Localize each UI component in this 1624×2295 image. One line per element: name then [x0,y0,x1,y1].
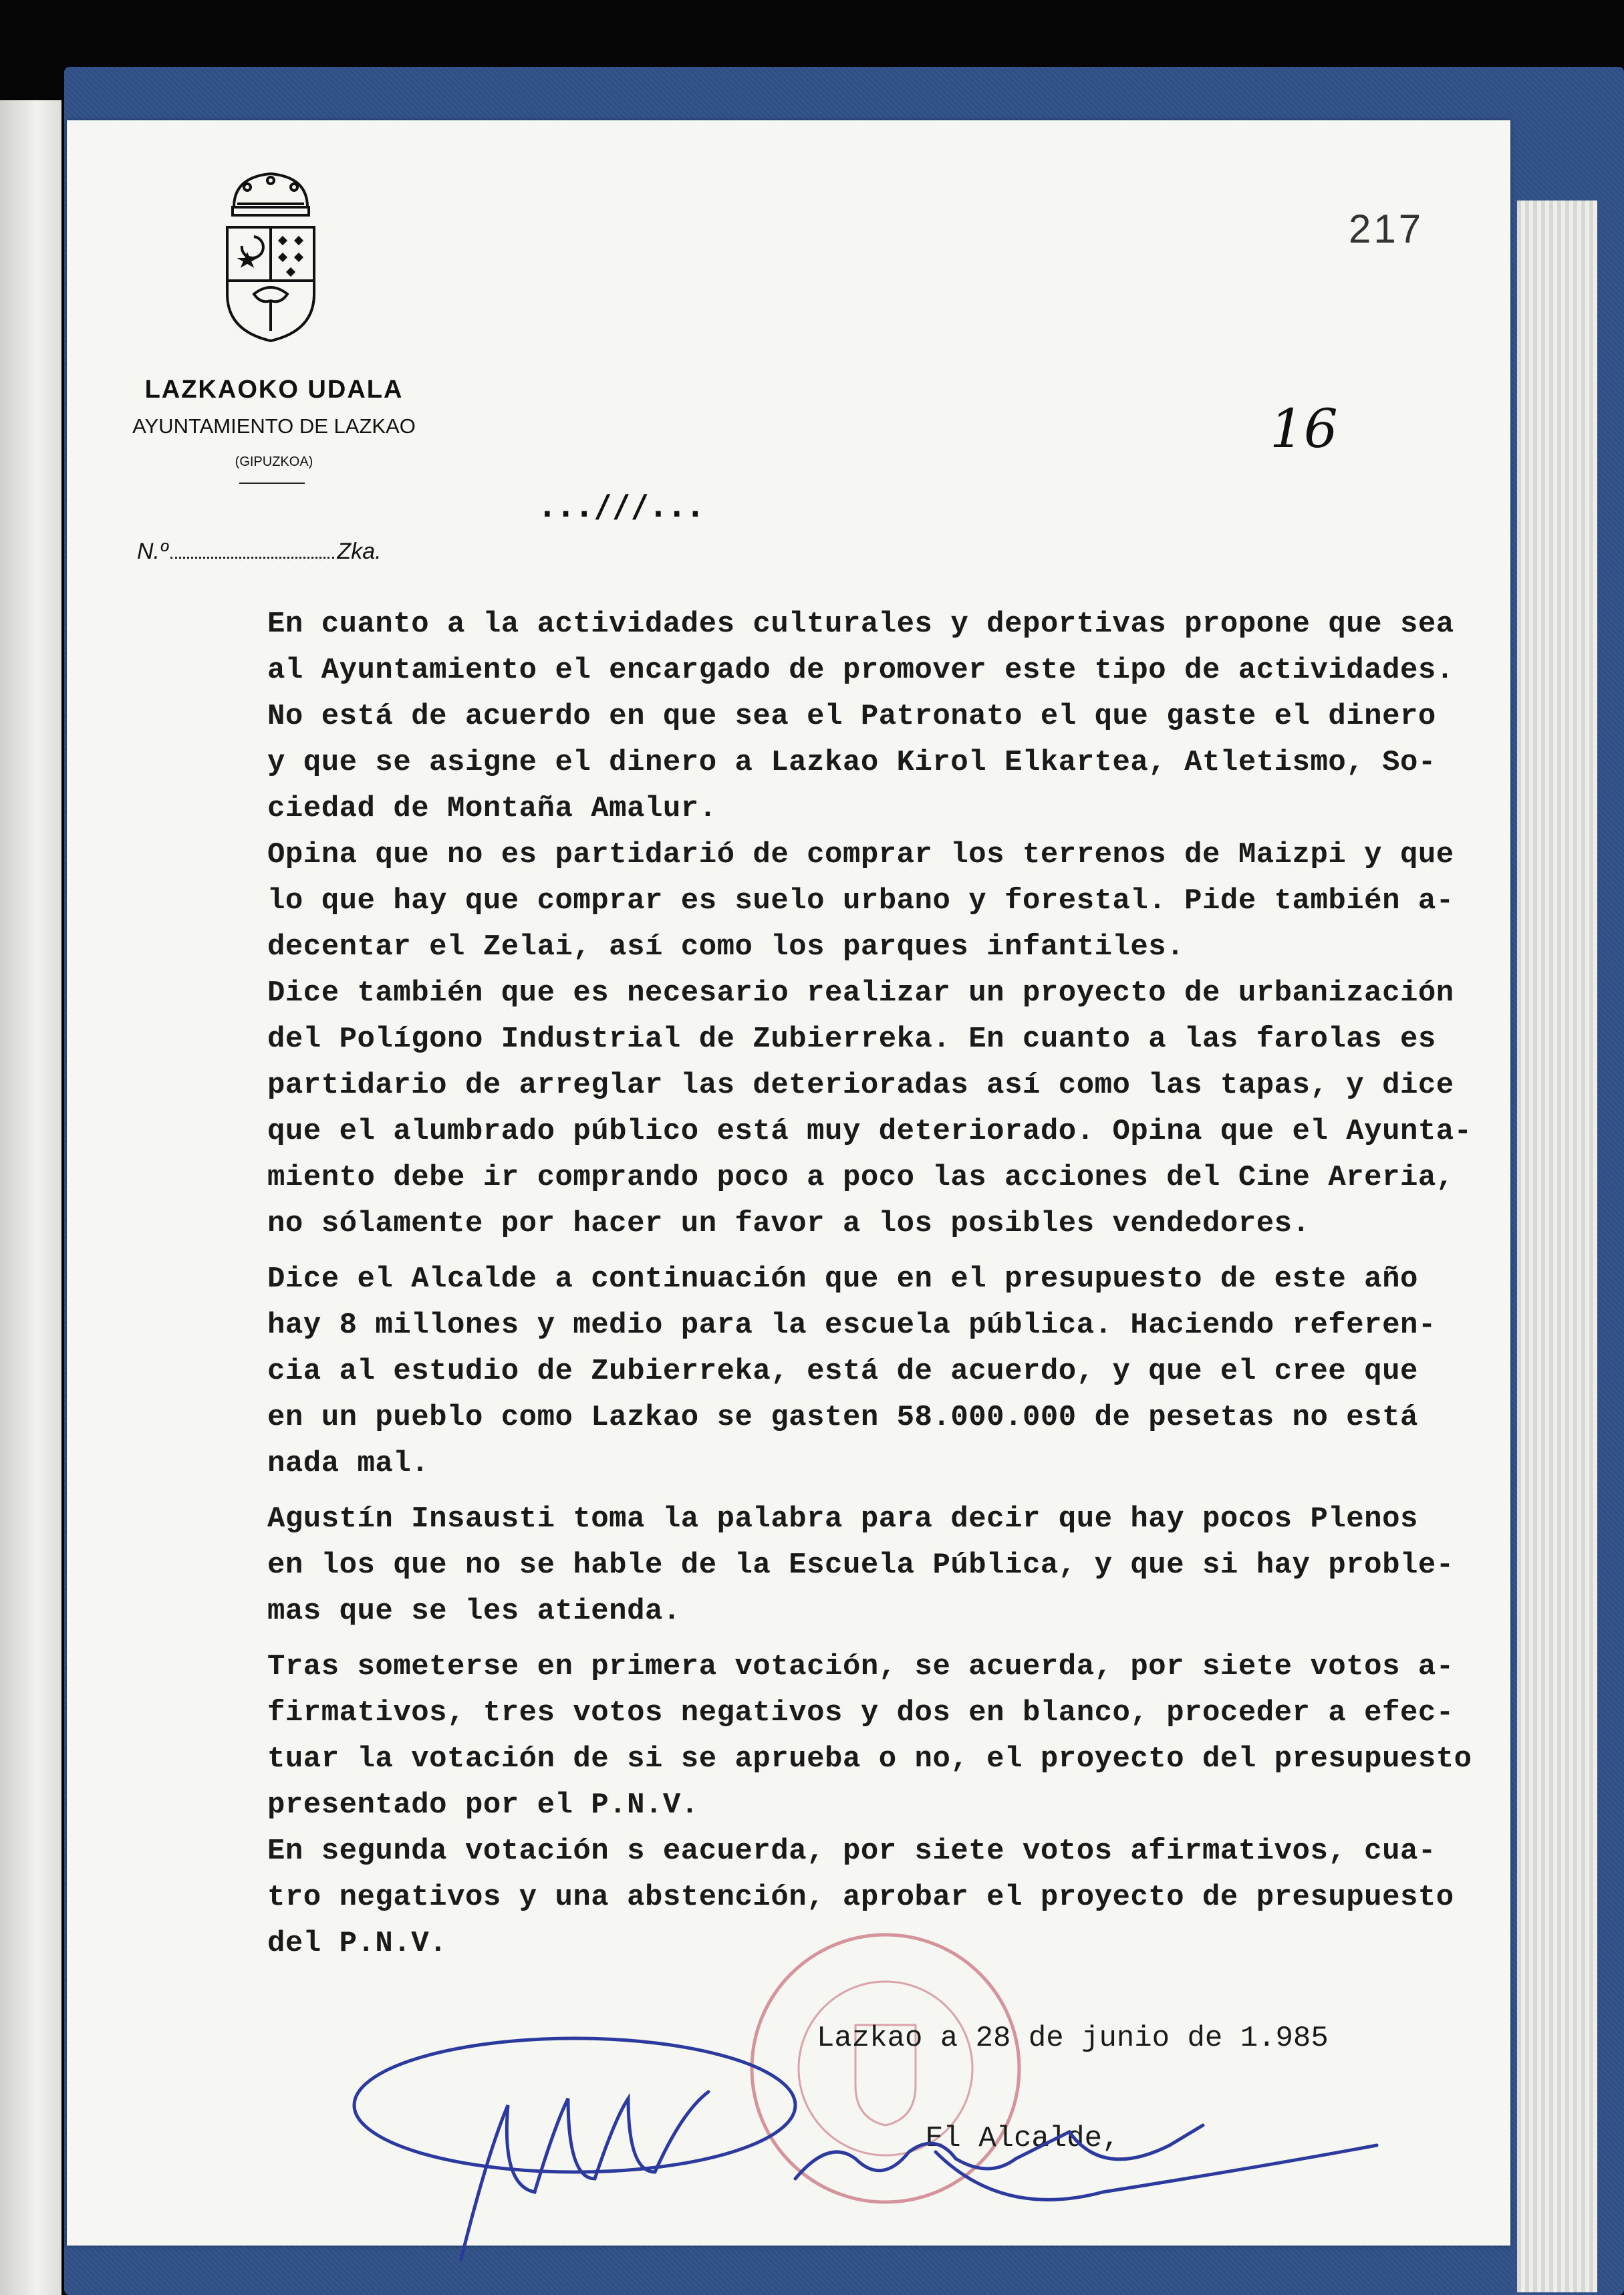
page-stack-edge [1517,200,1597,2292]
paragraph [267,1644,1497,1967]
letterhead-title: LAZKAOKO UDALA [144,376,404,404]
text-line: y que se asigne el dinero a Lazkao Kirol Elkartea, Atletismo, So- [267,746,1436,779]
text-line: tuar la votación de si se aprueba o no, el proyecto del presupuesto [267,1742,1472,1776]
left-facing-page [0,100,61,2295]
letterhead-province: (GIPUZKOA) [235,454,313,469]
text-line: mas que se les atienda. [267,1595,681,1628]
paragraph [267,601,1497,1247]
text-line: En segunda votación s eacuerda, por siete votos afirmativos, cua- [267,1835,1436,1868]
text-line: nada mal. [267,1447,430,1480]
text-line: ciedad de Montaña Amalur. [267,792,717,825]
ref-prefix: N.º [137,539,168,564]
text-line: Dice también que es necesario realizar un proyecto de urbanización [267,976,1454,1010]
ref-suffix: Zka. [337,539,382,564]
text-line: hay 8 millones y medio para la escuela pública. Haciendo referen- [267,1309,1436,1342]
text-line: Dice el Alcalde a continuación que en el presupuesto de este año [267,1262,1418,1296]
text-line: miento debe ir comprando poco a poco las acciones del Cine Areria, [267,1161,1454,1194]
text-line: del P.N.V. [267,1927,448,1960]
paragraph [267,1496,1497,1635]
text-line: Tras someterse en primera votación, se acuerda, por siete votos a- [267,1650,1454,1683]
coat-of-arms-icon [221,167,321,354]
handwritten-signatures [334,2018,1470,2272]
text-line: decentar el Zelai, así como los parques infantiles. [267,930,1185,964]
closing-place-date: Lazkao a 28 de junio de 1.985 [817,2022,1329,2055]
text-line: Opina que no es partidarió de comprar los terrenos de Maizpi y que [267,838,1454,871]
text-line: tro negativos y una abstención, aprobar el proyecto de presupuesto [267,1881,1454,1914]
text-line: presentado por el P.N.V. [267,1788,699,1822]
text-line: partidario de arreglar las deterioradas así como las tapas, y dice [267,1069,1454,1102]
folio-number: 217 [1349,207,1424,251]
text-line: cia al estudio de Zubierreka, está de acuerdo, y que el cree que [267,1355,1418,1388]
letterhead-divider [239,483,305,484]
text-line: lo que hay que comprar es suelo urbano y forestal. Pide también a- [267,884,1454,918]
continuation-mark: ...///... [538,488,705,524]
minutes-body [267,601,1497,1967]
signer-title: El Alcalde, [926,2122,1120,2155]
text-line: Agustín Insausti toma la palabra para decir que hay pocos Plenos [267,1502,1418,1536]
text-line: No está de acuerdo en que sea el Patronato el que gaste el dinero [267,700,1436,733]
ref-dotted-blank [170,538,334,559]
text-line: en los que no se hable de la Escuela Pública, y que si hay proble- [267,1548,1454,1582]
letterhead-subtitle: AYUNTAMIENTO DE LAZKAO [132,414,416,438]
text-line: firmativos, tres votos negativos y dos en blanco, proceder a efec- [267,1696,1454,1730]
text-line: al Ayuntamiento el encargado de promover este tipo de actividades. [267,654,1454,687]
text-line: en un pueblo como Lazkao se gasten 58.000.000 de pesetas no está [267,1401,1418,1434]
text-line: En cuanto a la actividades culturales y deportivas propone que sea [267,608,1454,641]
text-line: que el alumbrado público está muy deteriorado. Opina que el Ayunta- [267,1115,1472,1148]
text-line: del Polígono Industrial de Zubierreka. En cuanto a las farolas es [267,1023,1436,1056]
paragraph [267,1256,1497,1487]
handwritten-number: 16 [1270,398,1338,460]
reference-number-line [137,538,471,567]
text-line: no sólamente por hacer un favor a los posibles vendedores. [267,1207,1311,1240]
